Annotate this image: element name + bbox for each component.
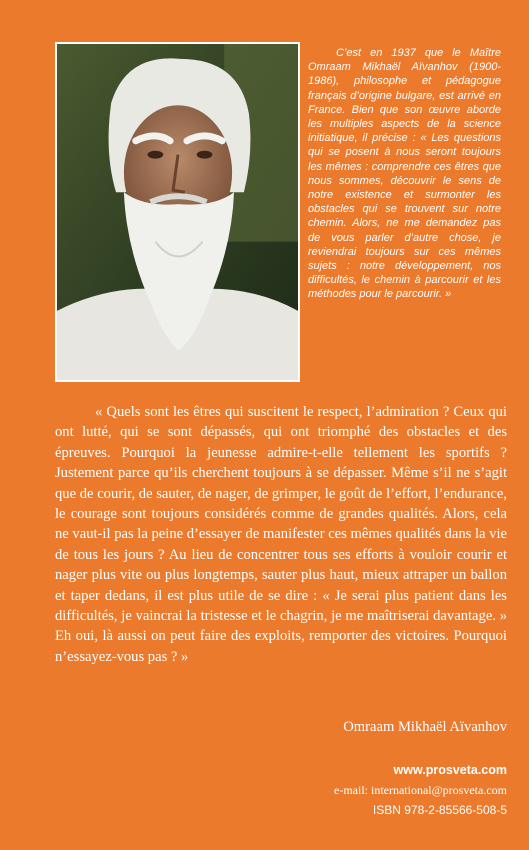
email-link[interactable]: e-mail: international@prosveta.com [334, 783, 507, 797]
isbn-number: ISBN 978-2-85566-508-5 [372, 803, 507, 817]
author-portrait-photo [55, 42, 300, 382]
author-biography: C’est en 1937 que le Maître Omraam Mikhaël Aïvanhov (1900-1986), philosophe et pédagogue français d’origine bulgare, est arrivé en France. Bien que son œuvre aborde les multiples aspects de la science initiatique, il précise : « Les questions qui se posent à nous seront toujours les mêmes : comprendre ces êtres que nous sommes, découvrir le sens de notre existence et surmonter les obstacles qui se trouvent sur notre chemin. Alors, ne me demandez pas de vous parler d’autre chose, je reviendrai toujours sur ces mêmes sujets : notre développement, nos difficultés, le chemin à parcourir et les méthodes pour le parcourir. » [308, 47, 501, 301]
website-link[interactable]: www.prosveta.com [393, 763, 507, 777]
publisher-contact [334, 760, 507, 820]
portrait-image [57, 44, 298, 380]
quote-author: Omraam Mikhaël Aïvanhov [343, 719, 507, 735]
back-cover-quote: « Quels sont les êtres qui suscitent le respect, l’admiration ? Ceux qui ont lutté, qui se sont dépassés, qui ont triomphé des obstacles et des épreuves. Pourquoi la jeunesse admire-t-elle tellement les sportifs ? Justement parce qu’ils cherchent toujours à se dépasser. Même s’il ne s’agit que de courir, de sauter, de nager, de grimper, le goût de l’effort, l’endurance, le courage sont toujours considérés comme de grandes qualités. Alors, cela ne vaut-il pas la peine d’essayer de manifester ces mêmes qualités dans la vie de tous les jours ? Au lieu de concentrer tous ses efforts à vouloir courir et nager plus vite ou plus longtemps, sauter plus haut, mieux attraper un ballon et taper dedans, il est plus utile de se dire : « Je serai plus patient dans les difficultés, je vaincrai la tristesse et le chagrin, je me maîtriserai davantage. » Eh oui, là aussi on peut faire des exploits, remporter des victoires. Pourquoi n’essayez-vous pas ? » [55, 404, 507, 665]
